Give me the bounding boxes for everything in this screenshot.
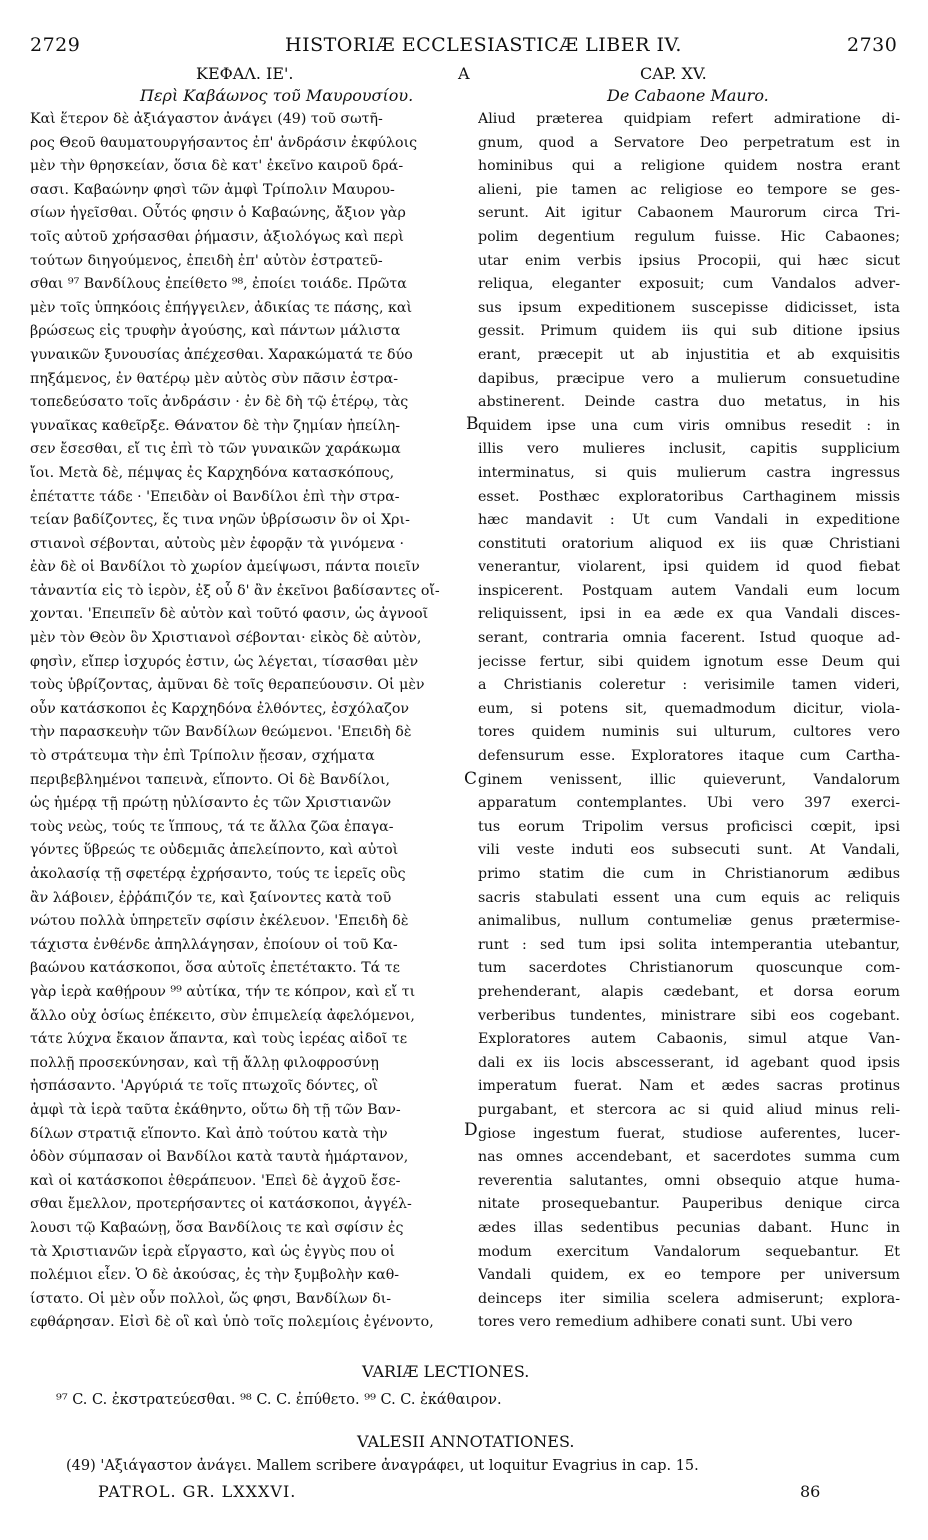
- greek-text-line: πολλῇ προσεκύνησαν, καὶ τῇ ἄλλῃ φιλοφροσύνῃ: [30, 1054, 379, 1071]
- greek-text-line: γυναῖκας καθεῖρξε. Θάνατον δὲ τὴν ζημίαν ἠπείλη-: [30, 417, 401, 434]
- greek-text-line: ἐὰν δὲ οἱ Βανδίλοι τὸ χωρίον ἀμείψωσι, πάντα ποιεῖν: [30, 559, 420, 576]
- latin-chapter-number: CAP. XV.: [640, 64, 707, 83]
- greek-text-line: τὸ στράτευμα τὴν ἐπὶ Τρίπολιν ᾔεσαν, σχήματα: [30, 748, 375, 765]
- latin-text-line: venerantur, violarent, ipsi quidem id quod fiebat: [478, 559, 900, 576]
- latin-text-line: deinceps iter similia scelera admiserunt; explora-: [478, 1290, 900, 1307]
- latin-text-line: constituti oratorium aliquod ex iis quæ Christiani: [478, 535, 900, 552]
- greek-text-line: σίων ἡγεῖσθαι. Οὗτός φησιν ὁ Καβαώνης, ἄξιον γὰρ: [30, 205, 406, 222]
- latin-text-line: utar enim verbis ipsius Procopii, qui hæc sicut: [478, 252, 900, 269]
- latin-text-line: Vandali quidem, ex eo tempore per universum: [478, 1267, 900, 1284]
- greek-text-line: σεν ἔσεσθαι, εἴ τις ἐπὶ τὸ τῶν γυναικῶν χαράκωμα: [30, 441, 401, 458]
- column-marker-a: A: [458, 64, 470, 83]
- latin-text-line: serant, contraria omnia facerent. Istud quoque ad-: [478, 630, 900, 647]
- greek-text-line: νώτου πολλὰ ὑπηρετεῖν σφίσιν ἐκέλευον. 'Επειδὴ δὲ: [30, 913, 409, 930]
- greek-text-line: οὖν κατάσκοποι ἐς Καρχηδόνα ἐλθόντες, ἐσχόλαζον: [30, 700, 410, 717]
- greek-text-line: τάτε λύχνα ἔκαιον ἅπαντα, καὶ τοὺς ἱερέας αἰδοῖ τε: [30, 1031, 408, 1048]
- greek-text-line: σθαι ἔμελλον, προτερήσαντες οἱ κατάσκοποι, ἀγγέλ-: [30, 1196, 412, 1213]
- latin-text-line: reliqua, eleganter exposuit; cum Vandalos adver-: [478, 276, 900, 293]
- latin-text-line: prehenderant, alapis cædebant, et dorsa eorum: [478, 983, 900, 1000]
- latin-text-line: eum, si potens sit, quemadmodum dicitur, viola-: [478, 700, 900, 717]
- latin-text-line: reliquissent, ipsi in ea æde ex qua Vandali disces-: [478, 606, 900, 623]
- greek-text-line: ἀμφὶ τὰ ἱερὰ ταῦτα ἐκάθηντο, οὕτω δὴ τῇ τῶν Βαν-: [30, 1101, 401, 1118]
- greek-text-line: τούτων διηγούμενος, ἐπειδὴ ἐπ' αὐτὸν ἐστρατεῦ-: [30, 252, 383, 269]
- latin-text-line: tores vero remedium adhibere conati sunt. Ubi vero: [478, 1314, 853, 1331]
- greek-text-line: ἐπέταττε τάδε · 'Επειδὰν οἱ Βανδίλοι ἐπὶ τὴν στρα-: [30, 488, 400, 505]
- column-marker-d: D: [464, 1120, 478, 1140]
- greek-text-line: τοὺς νεὼς, τούς τε ἵππους, τά τε ἄλλα ζῶα ἐπαγα-: [30, 818, 394, 835]
- greek-text-line: τὴν παρασκευὴν τῶν Βανδίλων θεώμενοι. 'Επειδὴ δὲ: [30, 724, 412, 741]
- greek-text-line: γόντες ὕβρεώς τε οὐδεμιᾶς ἀπελείποντο, καὶ αὐτοὶ: [30, 842, 399, 859]
- latin-text-line: primo statim die cum in Christianorum ædibus: [478, 866, 900, 882]
- latin-text-line: gnum, quod a Servatore Deo perpetratum est in: [478, 134, 900, 151]
- greek-text-line: μὲν τὴν θρησκείαν, ὅσια δὲ κατ' ἐκεῖνο καιροῦ δρά-: [30, 158, 404, 175]
- latin-text-line: Aliud præterea quidpiam refert admiratione di-: [478, 111, 900, 127]
- latin-text-line: animalibus, nullum contumeliæ genus prætermise-: [478, 913, 900, 930]
- patrologia-volume: PATROL. GR. LXXXVI.: [98, 1482, 297, 1501]
- latin-text-column: [478, 108, 900, 1335]
- latin-text-line: hæc mandavit : Ut cum Vandali in expeditione: [478, 512, 900, 529]
- greek-text-line: ἄλλο οὐχ ὁσίως ἐπέκειτο, σὺν ἐπιμελείᾳ ἀφελόμενοι,: [30, 1007, 415, 1024]
- greek-text-line: βρώσεως εἰς τρυφὴν ἀγούσης, καὶ πάντων μάλιστα: [30, 323, 401, 340]
- running-title: HISTORIÆ ECCLESIASTICÆ LIBER IV.: [285, 34, 682, 56]
- variae-lectiones-text: ⁹⁷ C. C. ἐκστρατεύεσθαι. ⁹⁸ C. C. ἐπύθετο. ⁹⁹ C. C. ἐκάθαιρον.: [56, 1392, 502, 1408]
- latin-text-line: giose ingestum fuerat, studiose auferentes, lucer-: [478, 1125, 900, 1142]
- latin-text-line: gessit. Primum quidem iis qui sub ditione ipsius: [478, 323, 900, 340]
- latin-chapter-heading: De Cabaone Mauro.: [607, 86, 769, 105]
- latin-text-line: imperatum fuerat. Nam et ædes sacras protinus: [478, 1078, 900, 1095]
- latin-text-line: defensurum esse. Exploratores itaque cum Cartha-: [478, 748, 900, 765]
- greek-text-line: ίστατο. Οἱ μὲν οὖν πολλοὶ, ὥς φησι, Βανδίλων δι-: [30, 1290, 392, 1307]
- greek-text-line: τοὺς ὑβρίζοντας, ἀμῦναι δὲ τοῖς θεραπεύουσιν. Οἱ μὲν: [30, 677, 425, 694]
- latin-text-line: quidem ipse una cum viris omnibus resedit : in: [478, 417, 900, 434]
- greek-text-line: ἴοι. Μετὰ δὲ, πέμψας ἐς Καρχηδόνα κατασκόπους,: [30, 464, 395, 481]
- greek-text-line: ἀκολασίᾳ τῇ σφετέρᾳ ἐχρήσαντο, τούς τε ἱερεῖς οὓς: [30, 866, 406, 882]
- greek-text-line: τοπεδεύσατο τοῖς ἀνδράσιν · ἐν δὲ δὴ τῷ ἑτέρῳ, τὰς: [30, 394, 409, 411]
- greek-text-column: [30, 108, 462, 1335]
- greek-text-line: βαώνου κατάσκοποι, ὅσα αὐτοῖς ἐπετέτακτο. Τά τε: [30, 960, 400, 977]
- greek-text-line: λουσι τῷ Καβαώνῃ, ὅσα Βανδίλοις τε καὶ σφίσιν ἐς: [30, 1219, 404, 1236]
- greek-text-line: καὶ οἱ κατάσκοποι ἐθεράπευον. 'Επεὶ δὲ ἀγχοῦ ἔσε-: [30, 1172, 401, 1189]
- sheet-number: 86: [800, 1482, 821, 1501]
- greek-text-line: εφθάρησαν. Εἰσὶ δὲ οἳ καὶ ὑπὸ τοῖς πολεμίοις ἐγένοντο,: [30, 1314, 434, 1331]
- greek-text-line: τοῖς αὐτοῦ χρήσασθαι ῥήμασιν, ἀξιολόγως καὶ περὶ: [30, 228, 404, 245]
- latin-text-line: alieni, pie tamen ac religiose eo tempore se ges-: [478, 181, 900, 198]
- greek-text-line: ρος Θεοῦ θαυματουργήσαντος ἐπ' ἀνδράσιν ἐκφύλοις: [30, 134, 418, 151]
- latin-text-line: dapibus, præcipue vero a mulierum consuetudine: [478, 370, 900, 387]
- greek-text-line: ὁδὸν σύμπασαν οἱ Βανδίλοι κατὰ ταυτὰ ἡμάρτανον,: [30, 1149, 409, 1166]
- variae-lectiones-title: VARIÆ LECTIONES.: [362, 1362, 530, 1381]
- greek-text-line: μὲν τὸν Θεὸν ὃν Χριστιανοὶ σέβονται· εἰκὸς δὲ αὐτὸν,: [30, 630, 422, 647]
- latin-text-line: runt : sed tum ipsi solita intemperantia utebantur,: [478, 936, 900, 953]
- latin-text-line: modum exercitum Vandalorum sequebantur. Et: [478, 1243, 900, 1260]
- greek-text-line: μὲν τοῖς ὑπηκόοις ἐπήγγειλεν, ἀδικίας τε πάσης, καὶ: [30, 299, 413, 316]
- greek-chapter-number: ΚΕΦΑΛ. ΙΕ'.: [196, 64, 294, 83]
- latin-text-line: Exploratores autem Cabaonis, simul atque Van-: [478, 1031, 900, 1048]
- latin-text-line: tus eorum Tripolim versus proficisci cœpit, ipsi: [478, 818, 900, 835]
- latin-text-line: nas omnes accendebant, et sacerdotes summa cum: [478, 1149, 900, 1166]
- greek-text-line: ἠσπάσαντο. 'Αργύριά τε τοῖς πτωχοῖς δόντες, οἳ: [30, 1078, 378, 1095]
- latin-text-line: abstinerent. Deinde castra duo metatus, in his: [478, 394, 900, 411]
- greek-text-line: γὰρ ἱερὰ καθῄρουν ⁹⁹ αὐτίκα, τήν τε κόπρον, καὶ εἴ τι: [30, 983, 416, 1000]
- greek-text-line: περιβεβλημένοι ταπεινὰ, εἵποντο. Οἱ δὲ Βανδίλοι,: [30, 771, 391, 788]
- greek-text-line: τείαν βαδίζοντες, ἔς τινα νηῶν ὑβρίσωσιν ὃν οἱ Χρι-: [30, 512, 410, 529]
- latin-text-line: serunt. Ait igitur Cabaonem Maurorum circa Tri-: [478, 205, 900, 222]
- greek-text-line: τὰ Χριστιανῶν ἱερὰ εἴργαστο, καὶ ὡς ἐγγὺς που οἱ: [30, 1243, 396, 1260]
- latin-text-line: ædes illas sedentibus pecunias dabant. Hunc in: [478, 1219, 900, 1236]
- latin-text-line: nitate prosequebantur. Pauperibus denique circa: [478, 1196, 900, 1213]
- latin-text-line: illis vero mulieres inclusit, capitis supplicium: [478, 441, 900, 458]
- right-page-number: 2730: [847, 34, 898, 56]
- latin-text-line: tores quidem numinis sui ulturum, cultores vero: [478, 724, 900, 741]
- greek-text-line: σασι. Καβαώνην φησὶ τῶν ἀμφὶ Τρίπολιν Μαυρου-: [30, 181, 395, 198]
- greek-text-line: στιανοὶ σέβονται, αὐτοὺς μὲν ἐφορᾷν τὰ γινόμενα ·: [30, 535, 405, 552]
- latin-text-line: vili veste induti eos subsecuti sunt. At Vandali,: [478, 842, 900, 859]
- latin-text-line: erant, præcepit ut ab injustitia et ab exquisitis: [478, 346, 900, 363]
- latin-text-line: sus ipsum expeditionem suscepisse didicisset, ista: [478, 299, 900, 316]
- greek-text-line: σθαι ⁹⁷ Βανδίλους ἐπείθετο ⁹⁸, ἐποίει τοιάδε. Πρῶτα: [30, 276, 407, 293]
- latin-text-line: esset. Posthæc exploratoribus Carthaginem missis: [478, 488, 900, 505]
- latin-text-line: verberibus tundentes, ministrare sibi eos cogebant.: [478, 1007, 900, 1024]
- latin-text-line: sacris stabulati essent una cum equis ac reliquis: [478, 889, 900, 906]
- valesii-annotationes-title: VALESII ANNOTATIONES.: [357, 1432, 575, 1451]
- greek-chapter-heading: Περὶ Καβάωνος τοῦ Μαυρουσίου.: [140, 86, 414, 105]
- greek-text-line: δίλων στρατιᾷ εἵποντο. Καὶ ἀπὸ τούτου κατὰ τὴν: [30, 1125, 388, 1142]
- latin-text-line: apparatum contemplantes. Ubi vero 397 exerci-: [478, 795, 900, 812]
- latin-text-line: tum sacerdotes Christianorum quoscunque com-: [478, 960, 900, 977]
- greek-text-line: χονται. 'Επειπεῖν δὲ αὐτὸν καὶ τοῦτό φασιν, ὡς ἀγνοοῖ: [30, 606, 429, 623]
- greek-text-line: φησὶν, εἴπερ ἰσχυρός ἐστιν, ὡς λέγεται, τίσασθαι μὲν: [30, 653, 419, 670]
- column-marker-b: B: [466, 414, 479, 434]
- latin-text-line: interminatus, si quis mulierum castra ingressus: [478, 464, 900, 481]
- greek-text-line: ὡς ἡμέρᾳ τῇ πρώτῃ ηὐλίσαντο ἐς τῶν Χριστιανῶν: [30, 795, 392, 812]
- latin-text-line: polim degentium regulum fuisse. Hic Cabaones;: [478, 228, 900, 245]
- column-marker-c: C: [464, 769, 478, 789]
- latin-text-line: a Christianis coleretur : verisimile tamen videri,: [478, 677, 900, 694]
- latin-text-line: purgabant, et stercora ac si quid aliud minus reli-: [478, 1101, 900, 1118]
- latin-text-line: reverentia salutantes, omni obsequio atque huma-: [478, 1172, 900, 1189]
- greek-text-line: τάχιστα ἐνθένδε ἀπηλλάγησαν, ἐποίουν οἱ τοῦ Κα-: [30, 936, 398, 953]
- greek-text-line: γυναικῶν ξυνουσίας ἀπέχεσθαι. Χαρακώματά τε δύο: [30, 346, 413, 363]
- greek-text-line: Καὶ ἕτερον δὲ ἀξιάγαστον ἀνάγει (49) τοῦ σωτῆ-: [30, 111, 383, 127]
- latin-text-line: hominibus qui a religione quidem nostra erant: [478, 158, 900, 175]
- greek-text-line: ἂν λάβοιεν, ἐῤῥάπιζόν τε, καὶ ξαίνοντες κατὰ τοῦ: [30, 889, 392, 906]
- valesii-annotation-text: (49) 'Αξιάγαστον ἀνάγει. Mallem scribere ἀναγράφει, ut loquitur Evagrius in cap. 15.: [66, 1458, 699, 1474]
- latin-text-line: jecisse fertur, sibi quidem ignotum esse Deum qui: [478, 653, 900, 670]
- greek-text-line: τἀναντία εἰς τὸ ἱερὸν, ἐξ οὗ δ' ἂν ἐκεῖνοι βαδίσαντες οἴ-: [30, 582, 440, 599]
- latin-text-line: inspicerent. Postquam autem Vandali eum locum: [478, 582, 900, 599]
- latin-text-line: ginem venissent, illic quieverunt, Vandalorum: [478, 771, 900, 788]
- greek-text-line: πολέμιοι εἶεν. Ὁ δὲ ἀκούσας, ἐς τὴν ξυμβολὴν καθ-: [30, 1267, 400, 1284]
- latin-text-line: dali ex iis locis abscesserant, id agebant quod ipsis: [478, 1054, 900, 1071]
- greek-text-line: πηξάμενος, ἐν θατέρῳ μὲν αὐτὸς σὺν πᾶσιν ἐστρα-: [30, 370, 399, 387]
- left-page-number: 2729: [30, 34, 81, 56]
